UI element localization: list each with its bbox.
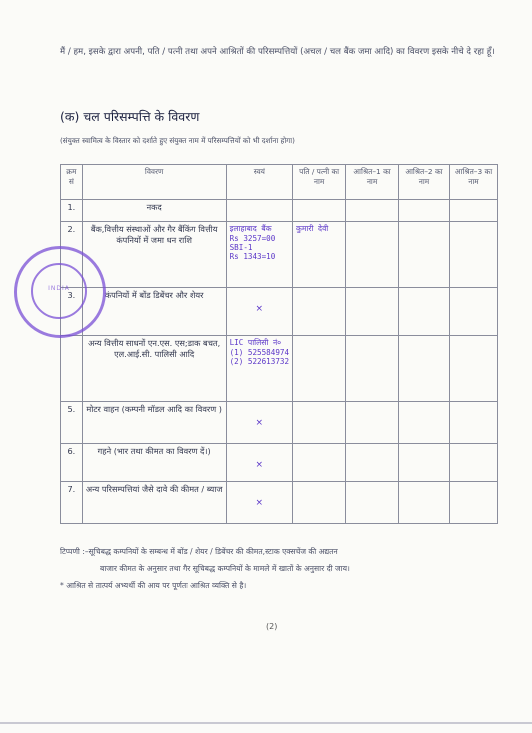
footnote — [60, 543, 500, 594]
spouse-handwritten-entry — [293, 222, 346, 288]
official-stamp — [14, 246, 106, 338]
handwritten-line: (1) 525584974 — [229, 348, 290, 357]
table-row — [61, 288, 498, 336]
handwritten-line: Rs 1343=10 — [229, 252, 276, 261]
cross-mark: × — [255, 498, 264, 508]
row-sr — [61, 336, 83, 402]
handwritten-line: इलाहाबाद बैंक — [229, 224, 272, 233]
stamp-text: INDIA — [48, 285, 70, 292]
row-sr: 5. — [61, 402, 83, 444]
cross-mark: × — [255, 304, 264, 314]
handwritten-line: LIC पालिसी नं० — [229, 338, 282, 347]
row-description: अन्य वित्तीय साधनों एन.एस. एस;डाक बचत, एल.आई.सी. पालिसी आदि — [82, 336, 226, 402]
table-row — [61, 482, 498, 524]
handwritten-line: (2) 522613732 — [229, 357, 290, 366]
footnote-line: टिप्पणी :–सूचिबद्ध कम्पनियों के सम्बन्ध में बोंड / शेयर / डिबेंचर की कीमत,स्टाक एक्सचेंज की अद्यतन — [60, 547, 338, 556]
row-description: कंपनियों में बोंड डिबेंचर और शेयर — [82, 288, 226, 336]
header-sr: क्रम सं — [61, 165, 83, 200]
page-edge-divider — [0, 722, 532, 724]
page-number: (2) — [266, 622, 278, 631]
row-description: नकद — [82, 200, 226, 222]
self-handwritten-entry — [226, 222, 292, 288]
row-sr: 7. — [61, 482, 83, 524]
table-row — [61, 336, 498, 402]
self-handwritten-entry — [226, 336, 292, 402]
header-description: विवरण — [82, 165, 226, 200]
table-row — [61, 200, 498, 222]
movable-assets-table — [60, 164, 498, 524]
cross-mark: × — [255, 460, 264, 470]
cross-mark: × — [255, 418, 264, 428]
row-sr: 3. — [61, 288, 83, 336]
footnote-line: * आश्रित से तात्पर्य अभ्यर्थी की आय पर पूर्णतः आश्रित व्यक्ति से है। — [60, 581, 247, 590]
intro-paragraph: मैं / हम, इसके द्वारा अपनी, पति / पत्नी तथा अपने आश्रितों की परिसम्पत्तियों (अचल / चल बैंक जमा आदि) का विवरण इसके नीचे दे रहा हूँ। — [60, 47, 495, 57]
header-dependent-1: आश्रित–1 का नाम — [346, 165, 399, 200]
table-row — [61, 222, 498, 288]
table-header-row — [61, 165, 498, 200]
header-dependent-3: आश्रित–3 का नाम — [450, 165, 498, 200]
section-heading: (क) चल परिसम्पत्ति के विवरण — [60, 109, 200, 124]
section-subnote: (संयुक्त स्वामित्व के विस्तार को दर्शाते हुए संयुक्त नाम में परिसम्पत्तियों को भी दर्शाना होगा) — [60, 136, 295, 145]
row-sr: 2. — [61, 222, 83, 288]
handwritten-line: SBI-1 — [229, 243, 253, 252]
table-row — [61, 444, 498, 482]
row-sr: 6. — [61, 444, 83, 482]
table-row — [61, 402, 498, 444]
row-description: मोटर वाहन (कम्पनी मॉडल आदि का विवरण ) — [82, 402, 226, 444]
header-spouse: पति / पत्नी का नाम — [293, 165, 346, 200]
header-self: स्वयं — [226, 165, 292, 200]
row-description: अन्य परिसम्पत्तियां जैसे दावे की कीमत / ब्याज — [82, 482, 226, 524]
row-sr: 1. — [61, 200, 83, 222]
row-description: बैंक,वित्तीय संस्थाओं और गैर बैंकिंग वित्तीय कंपनियों में जमा धन राशि — [82, 222, 226, 288]
handwritten-line: Rs 3257=00 — [229, 234, 276, 243]
footnote-line: बाजार कीमत के अनुसार तथा गैर सूचिबद्ध कम्पनियों के मामले में खातों के अनुसार दी जाय। — [100, 564, 350, 573]
header-dependent-2: आश्रित–2 का नाम — [398, 165, 449, 200]
handwritten-line: कुमारी देवी — [296, 224, 329, 233]
row-description: गहने (भार तथा कीमत का विवरण दें।) — [82, 444, 226, 482]
